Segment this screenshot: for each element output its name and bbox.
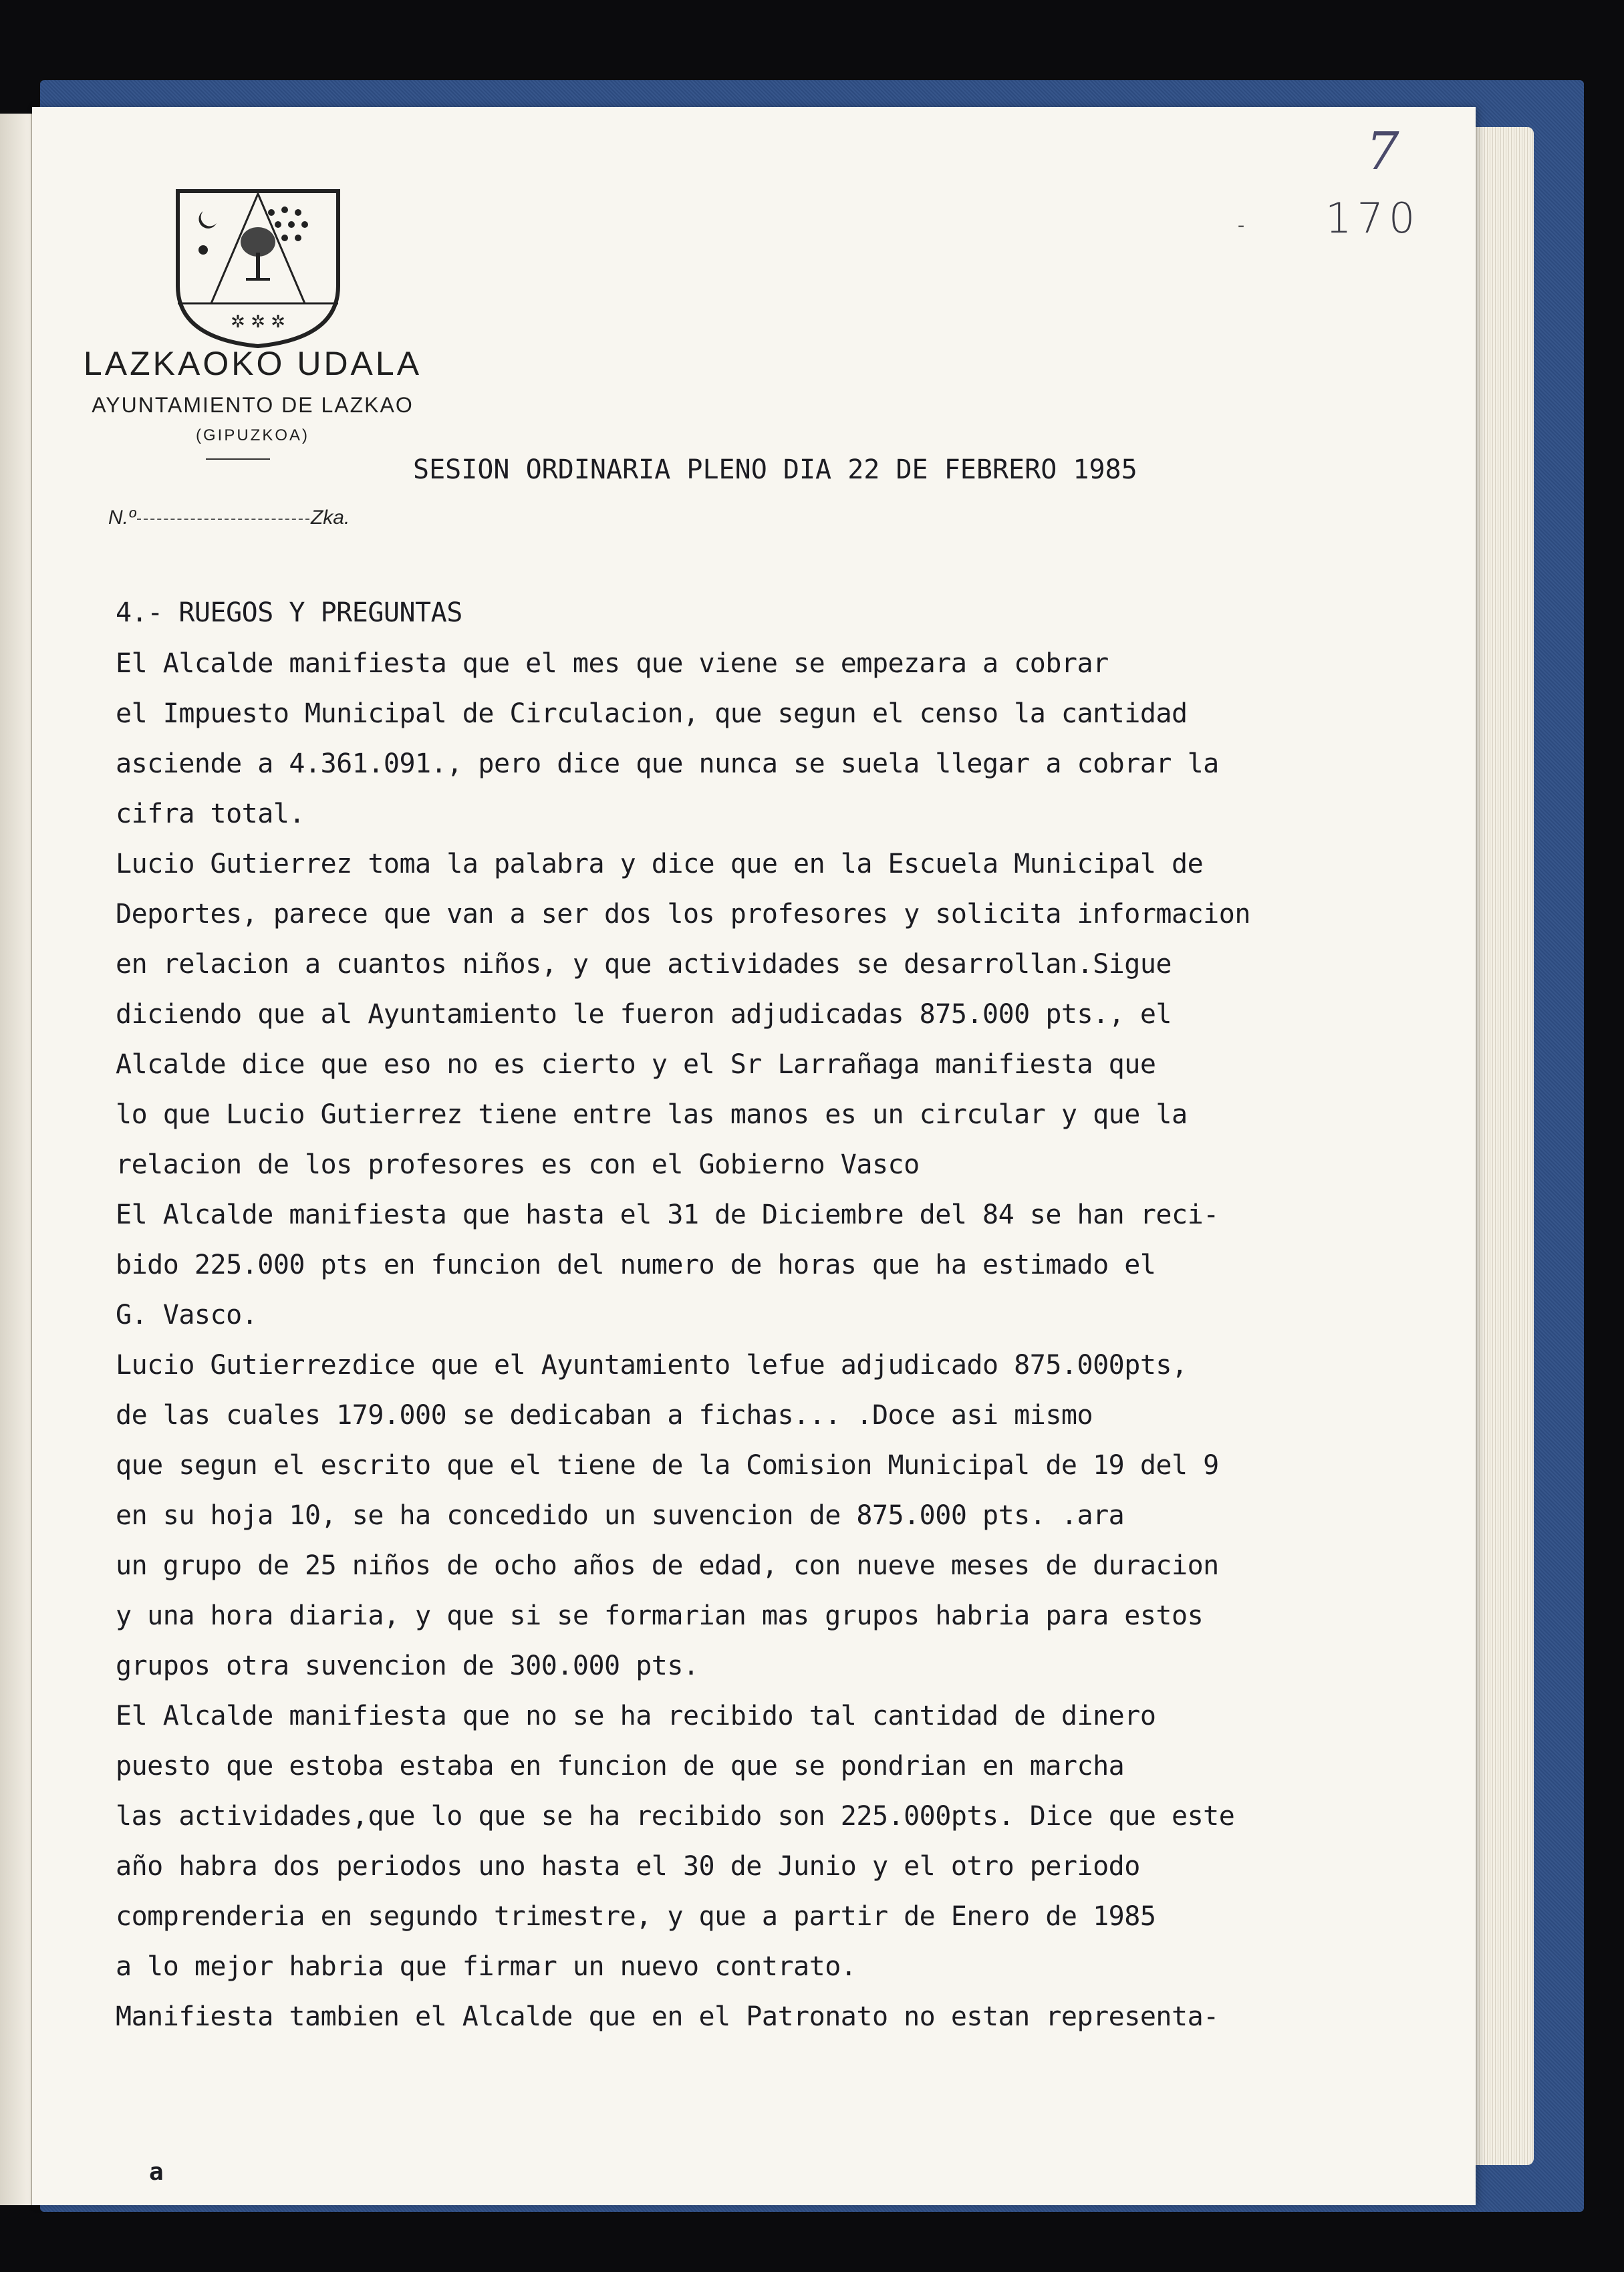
- folio-number: 170: [1325, 194, 1421, 243]
- ref-zka-label: Zka.: [310, 507, 350, 529]
- body-line: G. Vasco.: [116, 1300, 258, 1330]
- reference-number-field: [108, 507, 350, 529]
- org-rule: [206, 458, 270, 460]
- body-line: relacion de los profesores es con el Gobierno Vasco: [116, 1149, 920, 1180]
- body-line: puesto que estoba estaba en funcion de que se pondrian en marcha: [116, 1751, 1125, 1782]
- body-line: Lucio Gutierrezdice que el Ayuntamiento lefue adjudicado 875.000pts,: [116, 1350, 1188, 1381]
- body-line: Manifiesta tambien el Alcalde que en el Patronato no estan representa-: [116, 2001, 1219, 2032]
- document-page: [32, 107, 1476, 2205]
- body-line: que segun el escrito que el tiene de la Comision Municipal de 19 del 9: [116, 1450, 1219, 1481]
- org-name: LAZKAOKO UDALA: [83, 345, 422, 382]
- body-line: grupos otra suvencion de 300.000 pts.: [116, 1651, 699, 1681]
- ref-blank: [137, 519, 309, 520]
- dash-mark: -: [1235, 214, 1248, 237]
- body-line: El Alcalde manifiesta que el mes que viene se empezara a cobrar: [116, 648, 1109, 679]
- body-line: diciendo que al Ayuntamiento le fueron adjudicadas 875.000 pts., el: [116, 999, 1172, 1030]
- body-line: y una hora diaria, y que si se formarian mas grupos habria para estos: [116, 1600, 1204, 1631]
- ref-no-label: N.º: [108, 507, 136, 529]
- body-line: Lucio Gutierrez toma la palabra y dice que en la Escuela Municipal de: [116, 849, 1204, 879]
- body-line: de las cuales 179.000 se dedicaban a fichas... .Doce asi mismo: [116, 1400, 1093, 1431]
- page-footer-mark: a: [149, 2158, 164, 2186]
- body-line: a lo mejor habria que firmar un nuevo contrato.: [116, 1951, 857, 1982]
- body-line: las actividades,que lo que se ha recibido son 225.000pts. Dice que este: [116, 1801, 1235, 1832]
- svg-text:✲ ✲ ✲: ✲ ✲ ✲: [231, 312, 285, 332]
- body-line: año habra dos periodos uno hasta el 30 de Junio y el otro periodo: [116, 1851, 1140, 1882]
- body-line: lo que Lucio Gutierrez tiene entre las manos es un circular y que la: [116, 1099, 1188, 1130]
- body-line: cifra total.: [116, 799, 305, 829]
- body-line: El Alcalde manifiesta que hasta el 31 de Diciembre del 84 se han reci-: [116, 1199, 1219, 1230]
- body-line: El Alcalde manifiesta que no se ha recibido tal cantidad de dinero: [116, 1701, 1156, 1731]
- body-line: Alcalde dice que eso no es cierto y el Sr Larrañaga manifiesta que: [116, 1049, 1156, 1080]
- body-line: en su hoja 10, se ha concedido un suvencion de 875.000 pts. .ara: [116, 1500, 1125, 1531]
- session-title: SESION ORDINARIA PLENO DIA 22 DE FEBRERO 1985: [413, 454, 1137, 485]
- facing-page-edge: [0, 114, 33, 2205]
- section-heading: 4.- RUEGOS Y PREGUNTAS: [116, 597, 462, 628]
- org-subtitle: AYUNTAMIENTO DE LAZKAO: [92, 393, 414, 417]
- body-line: un grupo de 25 niños de ocho años de edad, con nueve meses de duracion: [116, 1550, 1219, 1581]
- body-line: el Impuesto Municipal de Circulacion, que segun el censo la cantidad: [116, 698, 1188, 729]
- body-line: en relacion a cuantos niños, y que actividades se desarrollan.Sigue: [116, 949, 1172, 980]
- body-line: Deportes, parece que van a ser dos los profesores y solicita informacion: [116, 899, 1250, 930]
- body-line: bido 225.000 pts en funcion del numero de horas que ha estimado el: [116, 1250, 1156, 1280]
- body-line: comprenderia en segundo trimestre, y que a partir de Enero de 1985: [116, 1901, 1156, 1932]
- org-region: (GIPUZKOA): [195, 426, 309, 444]
- coat-of-arms-icon: [171, 186, 345, 349]
- body-line: asciende a 4.361.091., pero dice que nunca se suela llegar a cobrar la: [116, 748, 1219, 779]
- handwritten-folio: 7: [1366, 122, 1399, 182]
